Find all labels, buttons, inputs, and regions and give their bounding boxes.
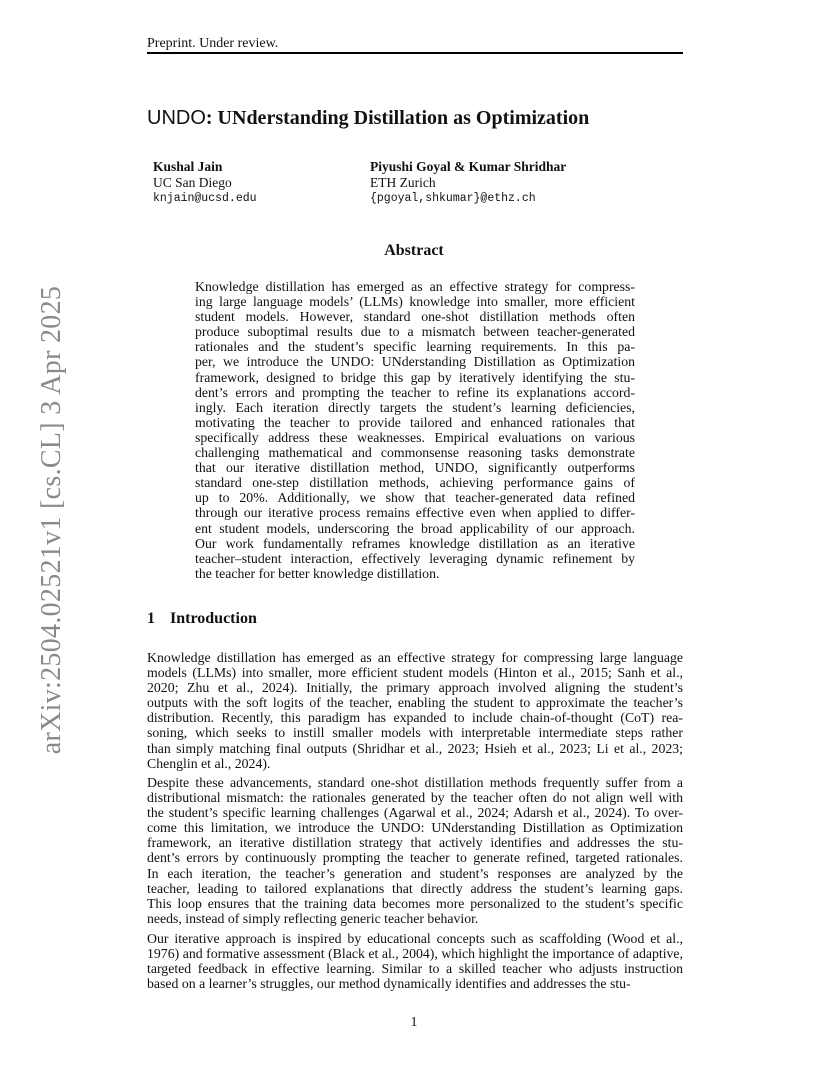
text-line: specifically address these weaknesses. Empirical evaluations on various [195, 429, 635, 445]
text-line: standard one-step distillation methods, achieving performance gains of [195, 475, 635, 491]
text-line: up to 20%. Additionally, we show that teacher-generated data refined [195, 490, 635, 506]
intro-paragraph-1 [147, 650, 683, 771]
text-line: student models. However, standard one-shot distillation methods often [195, 309, 635, 325]
text-line: challenging mathematical and commonsense reasoning tasks demonstrate [195, 445, 635, 461]
author-email[interactable]: knjain@ucsd.edu [153, 192, 257, 205]
author-block-1 [153, 159, 257, 207]
text-line: Knowledge distillation has emerged as an effective strategy for compress- [195, 279, 635, 294]
abstract-heading: Abstract [384, 242, 444, 259]
text-line: models (LLMs) into smaller, more efficient student models (Hinton et al., 2015; Sanh et al., [147, 665, 683, 681]
intro-paragraph-2 [147, 775, 683, 926]
text-line: distribution. Recently, this paradigm has expanded to include chain-of-thought (CoT) rea- [147, 710, 683, 726]
text-line: through our iterative process remains effective even when applied to differ- [195, 505, 635, 521]
author-name: Piyushi Goyal & Kumar Shridhar [370, 159, 567, 174]
text-line: 2020; Zhu et al., 2024). Initially, the primary approach involved aligning the student’s [147, 680, 683, 696]
header-rule [147, 52, 683, 54]
text-line: the student’s specific learning challenges (Agarwal et al., 2024; Adarsh et al., 2024). To over- [147, 805, 683, 821]
text-line: distributional mismatch: the rationales generated by the teacher often do not align well with [147, 790, 683, 806]
author-block-2 [370, 159, 566, 207]
title-acronym: UNDO [147, 107, 206, 129]
author-email[interactable]: {pgoyal,shkumar}@ethz.ch [370, 192, 536, 205]
section-title: Introduction [170, 610, 257, 627]
text-line: come this limitation, we introduce the UNDO: UNderstanding Distillation as Optimization [147, 820, 683, 836]
text-line: Knowledge distillation has emerged as an effective strategy for compressing large language [147, 650, 683, 665]
title-text: : UNderstanding Distillation as Optimization [205, 107, 590, 129]
abstract-body [195, 279, 635, 581]
text-line: based on a learner’s struggles, our method dynamically identifies and addresses the stu- [147, 976, 631, 992]
text-line: 1976) and formative assessment (Black et al., 2004), which highlight the importance of adaptive, [147, 946, 683, 962]
text-line: ing large language models’ (LLMs) knowledge into smaller, more efficient [195, 294, 635, 310]
text-line: framework, designed to bridge this gap by iteratively identifying the stu- [195, 369, 635, 385]
paper-title [147, 107, 589, 130]
text-line: rationales and the student’s specific learning requirements. In this pa- [195, 339, 635, 355]
page-number: 1 [410, 1015, 418, 1030]
intro-paragraph-3 [147, 931, 683, 991]
text-line: outputs with the soft logits of the teacher, enabling the student to approximate the teacher’s [147, 695, 683, 711]
text-line: ingly. Each iteration directly targets the student’s learning deficiencies, [195, 399, 635, 415]
text-line: Our iterative approach is inspired by educational concepts such as scaffolding (Wood et al., [147, 931, 683, 946]
text-line: dent’s errors and prompting the teacher to refine its explanations accord- [195, 384, 635, 400]
author-name: Kushal Jain [153, 159, 223, 174]
text-line: Our work fundamentally reframes knowledge distillation as an iterative [195, 535, 635, 551]
running-header: Preprint. Under review. [147, 36, 279, 51]
text-line: In each iteration, the teacher’s generation and student’s responses are analyzed by the [147, 865, 683, 881]
author-affiliation: ETH Zurich [370, 175, 436, 190]
text-line: framework, an iterative distillation strategy that actively identifies and addresses the stu- [147, 835, 683, 851]
section-heading [147, 610, 257, 628]
author-affiliation: UC San Diego [153, 175, 232, 190]
text-line: ent student models, underscoring the broad applicability of our approach. [195, 520, 635, 536]
text-line: This loop ensures that the training data becomes more personalized to the student’s specific [147, 895, 683, 911]
text-line: soning, which seeks to instill smaller models with interpretable intermediate steps rather [147, 725, 683, 741]
text-line: targeted feedback in effective learning. Similar to a skilled teacher who adjusts instruction [147, 961, 683, 977]
text-line: than simply matching final outputs (Shridhar et al., 2023; Hsieh et al., 2023; Li et al., 2023; [147, 740, 683, 756]
text-line: Chenglin et al., 2024). [147, 755, 271, 771]
text-line: teacher–student interaction, effectively leveraging dynamic refinement by [195, 550, 635, 566]
text-line: dent’s errors by continuously prompting the teacher to generate refined, targeted rationales. [147, 850, 683, 866]
text-line: teacher, leading to tailored explanations that directly address the student’s learning gaps. [147, 880, 683, 896]
text-line: that our iterative distillation method, UNDO, significantly outperforms [195, 460, 635, 476]
section-number: 1 [147, 610, 155, 627]
text-line: per, we introduce the UNDO: UNderstanding Distillation as Optimization [195, 354, 635, 370]
text-line: the teacher for better knowledge distillation. [195, 565, 440, 581]
text-line: needs, instead of simply reflecting generic teacher behavior. [147, 910, 479, 926]
text-line: Despite these advancements, standard one-shot distillation methods frequently suffer from a [147, 775, 683, 790]
text-line: motivating the teacher to provide tailored and enhanced rationales that [195, 414, 635, 430]
text-line: produce suboptimal results due to a mismatch between teacher-generated [195, 324, 635, 340]
arxiv-stamp: arXiv:2504.02521v1 [cs.CL] 3 Apr 2025 [36, 285, 67, 755]
